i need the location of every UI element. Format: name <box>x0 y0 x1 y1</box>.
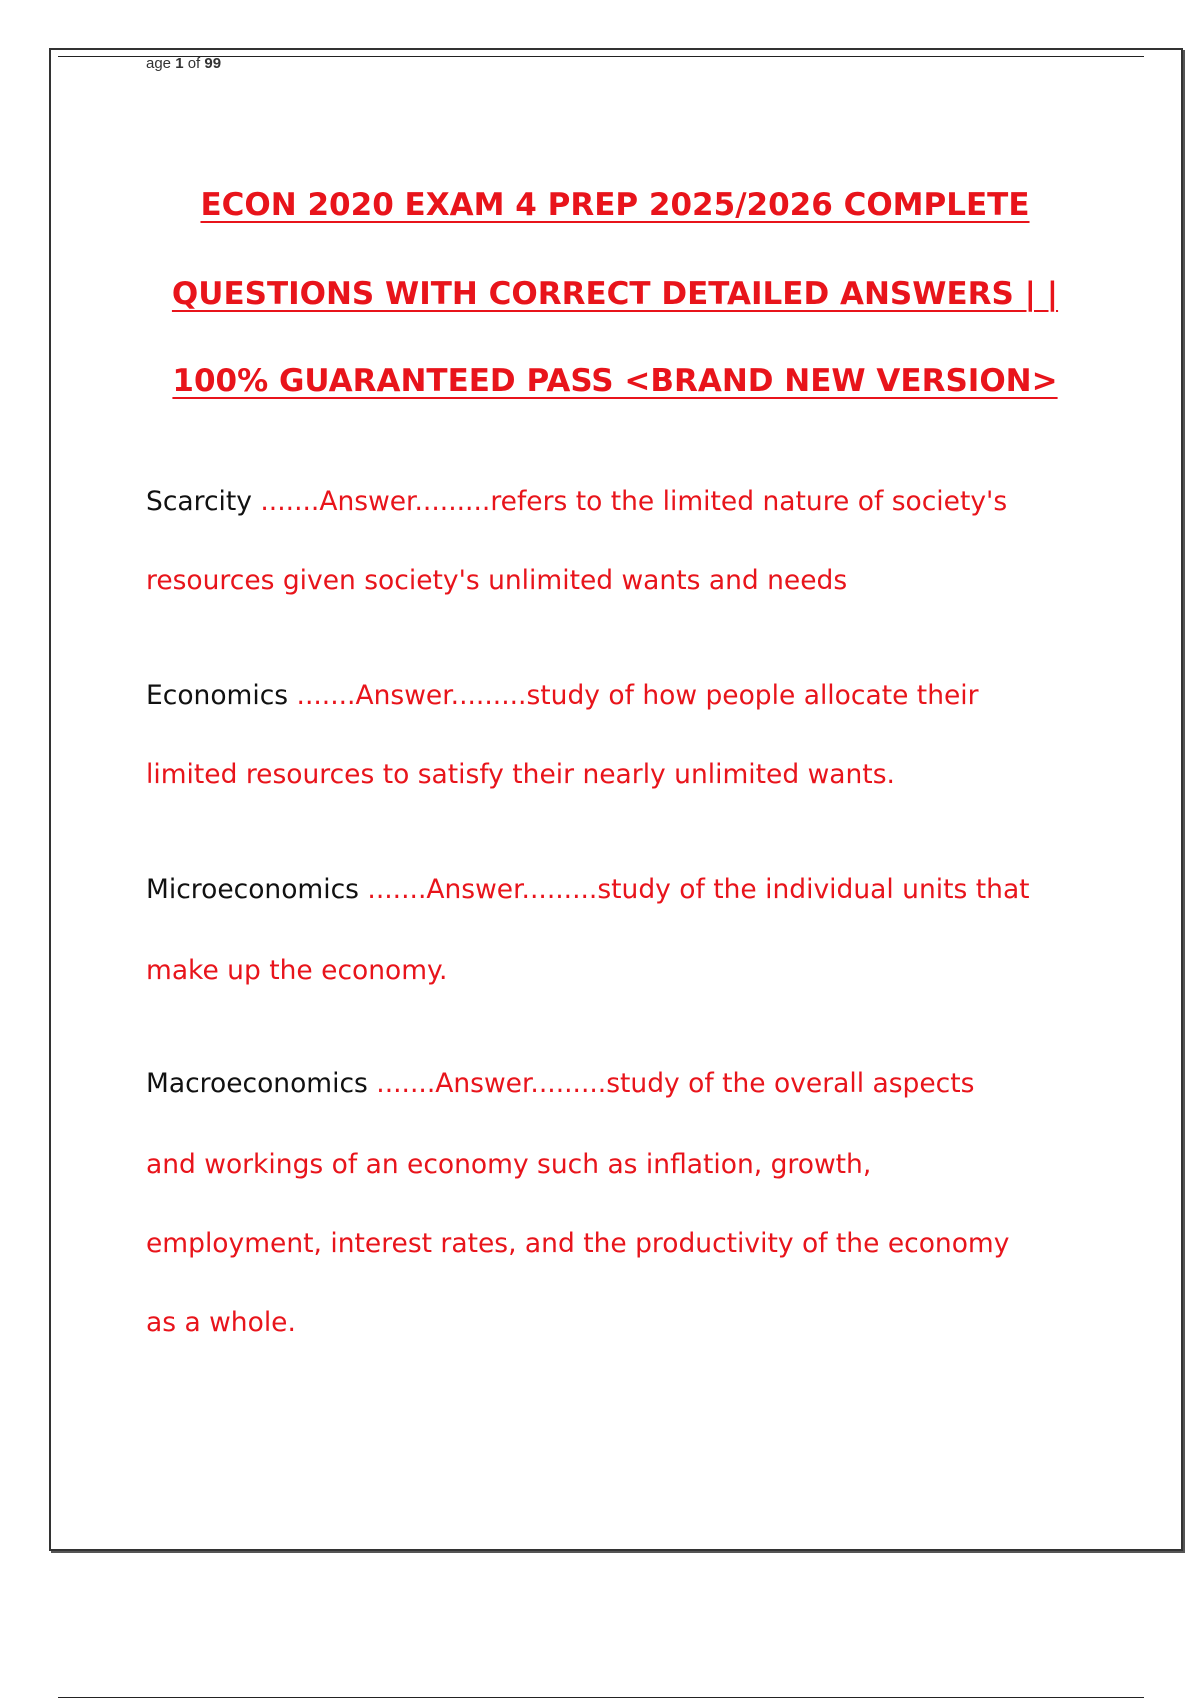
entry-scarcity-line-1 <box>146 484 1007 520</box>
document-title-line-3: 100% GUARANTEED PASS <BRAND NEW VERSION> <box>172 363 1058 399</box>
entry-economics-line-1 <box>146 678 979 714</box>
term-label: Economics <box>146 680 289 711</box>
entry-microeconomics-line-1 <box>146 872 1030 908</box>
page-current: 1 <box>175 55 184 72</box>
page-prefix: age <box>146 55 172 72</box>
entry-macroeconomics-line-4: as a whole. <box>146 1307 296 1338</box>
term-label: Macroeconomics <box>146 1068 368 1099</box>
entry-microeconomics-line-2: make up the economy. <box>146 955 448 986</box>
document-title-line-1: ECON 2020 EXAM 4 PREP 2025/2026 COMPLETE <box>200 187 1030 223</box>
term-label: Microeconomics <box>146 874 359 905</box>
term-label: Scarcity <box>146 486 252 517</box>
document-title-line-2: QUESTIONS WITH CORRECT DETAILED ANSWERS | | <box>171 276 1059 312</box>
answer-text: .......Answer.........study of the individual units that <box>358 874 1030 905</box>
entry-macroeconomics-line-1 <box>146 1066 974 1102</box>
answer-text: .......Answer.........study of the overall aspects <box>367 1068 975 1099</box>
entry-macroeconomics-line-2: and workings of an economy such as inflation, growth, <box>146 1149 872 1180</box>
page-number <box>146 53 221 75</box>
entry-macroeconomics-line-3: employment, interest rates, and the productivity of the economy <box>146 1228 1010 1259</box>
entry-economics-line-2: limited resources to satisfy their nearly unlimited wants. <box>146 759 895 790</box>
page-total: 99 <box>204 55 222 72</box>
answer-text: .......Answer.........refers to the limited nature of society's <box>251 486 1008 517</box>
page-of: of <box>187 55 201 72</box>
footer-rule <box>58 1697 1144 1698</box>
answer-text: .......Answer.........study of how people allocate their <box>288 680 979 711</box>
entry-scarcity-line-2: resources given society's unlimited wants and needs <box>146 565 848 596</box>
